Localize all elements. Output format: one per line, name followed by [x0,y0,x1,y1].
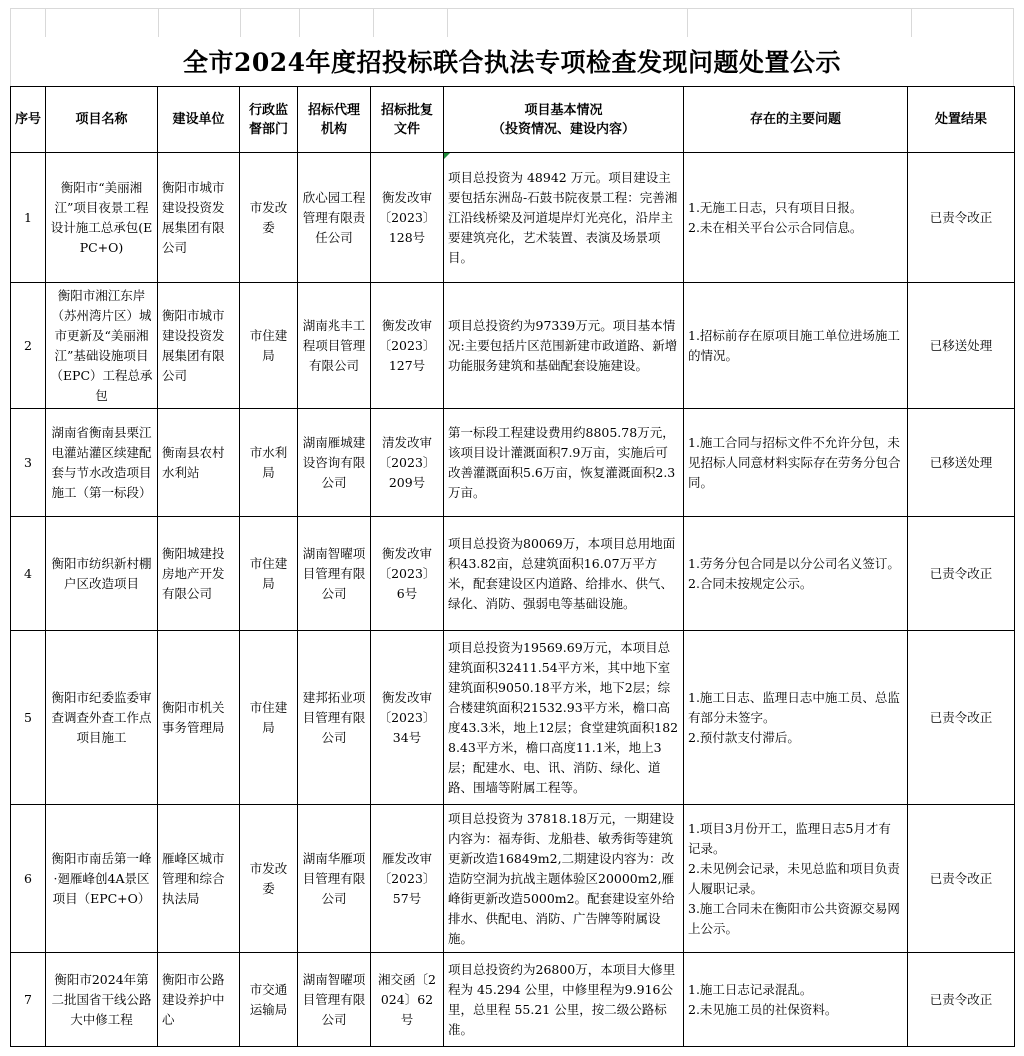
cell-seq[interactable]: 6 [11,805,46,953]
grid-cell[interactable] [10,9,46,37]
page-title: 全市2024年度招投标联合执法专项检查发现问题处置公示 [10,36,1014,86]
cell-issues[interactable] [684,153,908,283]
cell-approval[interactable]: 衡发改审〔2023〕128号 [371,153,444,283]
cell-builder[interactable]: 衡阳城建投房地产开发有限公司 [158,517,240,631]
header-project-info[interactable] [444,87,684,153]
cell-dept[interactable]: 市交通运输局 [240,953,298,1047]
cell-result[interactable]: 已责令改正 [908,631,1015,805]
grid-cell[interactable] [46,9,159,37]
table-row [11,631,1015,805]
cell-dept[interactable]: 市住建局 [240,631,298,805]
header-result[interactable]: 处置结果 [908,87,1015,153]
issue-line: 1.项目3月份开工，监理日志5月才有记录。 [688,820,891,856]
cell-dept[interactable]: 市水利局 [240,409,298,517]
cell-approval[interactable]: 雁发改审〔2023〕57号 [371,805,444,953]
cell-project-info[interactable]: 项目总投资为80069万，本项目总用地面积43.82亩，总建筑面积16.07万平方米，配套建设区内道路、给排水、供气、绿化、消防、强弱电等基础设施。 [444,517,684,631]
table-row [11,409,1015,517]
comment-marker-icon [444,153,450,159]
cell-builder[interactable]: 衡南县农村水利站 [158,409,240,517]
cell-approval[interactable]: 衡发改审〔2023〕6号 [371,517,444,631]
issue-line: 2.未在相关平台公示合同信息。 [688,219,863,235]
cell-project-info[interactable]: 项目总投资约为97339万元。项目基本情况:主要包括片区范围新建市政道路、新增功能服务建筑和基础配套设施建设。 [444,283,684,409]
cell-builder[interactable]: 衡阳市城市建设投资发展集团有限公司 [158,283,240,409]
cell-project-name[interactable]: 衡阳市纪委监委审查调查外查工作点项目施工 [46,631,158,805]
cell-agency[interactable]: 湖南兆丰工程项目管理有限公司 [298,283,371,409]
empty-grid-row [10,8,1014,37]
cell-result[interactable]: 已责令改正 [908,153,1015,283]
cell-result[interactable]: 已责令改正 [908,517,1015,631]
cell-agency[interactable]: 湖南智曜项目管理有限公司 [298,953,371,1047]
cell-project-name[interactable]: 湖南省衡南县栗江电灌站灌区续建配套与节水改造项目施工（第一标段） [46,409,158,517]
cell-issues[interactable] [684,953,908,1047]
cell-builder[interactable]: 衡阳市公路建设养护中心 [158,953,240,1047]
cell-agency[interactable]: 建邦拓业项目管理有限公司 [298,631,371,805]
header-project-name[interactable]: 项目名称 [46,87,158,153]
cell-issues[interactable] [684,805,908,953]
cell-issues[interactable] [684,409,908,517]
cell-result[interactable]: 已移送处理 [908,283,1015,409]
grid-cell[interactable] [241,9,300,37]
header-project-info-line1: 项目基本情况 [524,102,603,118]
cell-agency[interactable]: 湖南雁城建设咨询有限公司 [298,409,371,517]
cell-builder[interactable]: 衡阳市机关事务管理局 [158,631,240,805]
header-supervising-dept[interactable]: 行政监督部门 [240,87,298,153]
header-agency[interactable]: 招标代理机构 [298,87,371,153]
cell-project-info[interactable] [444,153,684,283]
cell-seq[interactable]: 1 [11,153,46,283]
grid-cell[interactable] [374,9,448,37]
cell-builder[interactable]: 雁峰区城市管理和综合执法局 [158,805,240,953]
table-row [11,805,1015,953]
table-row [11,517,1015,631]
cell-issues[interactable] [684,283,908,409]
header-approval[interactable]: 招标批复文件 [371,87,444,153]
cell-dept[interactable]: 市住建局 [240,517,298,631]
cell-approval[interactable]: 衡发改审〔2023〕34号 [371,631,444,805]
header-row [11,87,1015,153]
inspection-table [10,86,1015,1047]
header-project-info-line2: （投资情况、建设内容） [491,121,635,137]
grid-cell[interactable] [159,9,242,37]
issue-line: 1.无施工日志，只有项目日报。 [688,199,863,215]
cell-project-info[interactable]: 第一标段工程建设费用约8805.78万元，该项目设计灌溉面积7.9万亩，实施后可改善灌溉面积5.6万亩，恢复灌溉面积2.3万亩。 [444,409,684,517]
issue-line: 3.施工合同未在衡阳市公共资源交易网上公示。 [688,900,900,936]
cell-project-info[interactable]: 项目总投资为19569.69万元，本项目总建筑面积32411.54平方米，其中地下室建筑面积9050.18平方米，地下2层；综合楼建筑面积21532.93平方米，檐口高度43.3米，地上12层；食堂建筑面积1828.43平方米，檐口高度11.1米，地上3层；配建水、电、讯、消防、绿化、道路、围墙等附属工程等。 [444,631,684,805]
cell-approval[interactable]: 衡发改审〔2023〕127号 [371,283,444,409]
cell-approval[interactable]: 湘交函〔2024〕62号 [371,953,444,1047]
cell-dept[interactable]: 市发改委 [240,805,298,953]
cell-project-info-text: 项目总投资为 48942 万元。项目建设主要包括东洲岛-石鼓书院夜景工程：完善湘江沿线桥梁及河道堤岸灯光亮化，沿岸主要建筑亮化，艺术装置、表演及场景项目。 [448,169,678,265]
cell-seq[interactable]: 2 [11,283,46,409]
issue-line: 1.施工合同与招标文件不允许分包，未见招标人同意材料实际存在劳务分包合同。 [688,434,901,490]
cell-dept[interactable]: 市住建局 [240,283,298,409]
cell-project-name[interactable]: 衡阳市湘江东岸（苏州湾片区）城市更新及“美丽湘江”基础设施项目（EPC）工程总承包 [46,283,158,409]
cell-approval[interactable]: 清发改审〔2023〕209号 [371,409,444,517]
cell-seq[interactable]: 3 [11,409,46,517]
cell-project-name[interactable]: 衡阳市南岳第一峰·廻雁峰创4A景区项目（EPC+O） [46,805,158,953]
issue-line: 1.施工日志、监理日志中施工员、总监有部分未签字。 [688,689,900,725]
cell-seq[interactable]: 7 [11,953,46,1047]
cell-builder[interactable]: 衡阳市城市建设投资发展集团有限公司 [158,153,240,283]
issue-line: 2.未见例会记录，未见总监和项目负责人履职记录。 [688,860,900,896]
issue-line: 1.劳务分包合同是以分公司名义签订。 [688,555,900,571]
cell-issues[interactable] [684,517,908,631]
table-row [11,283,1015,409]
issue-line: 2.预付款支付滞后。 [688,729,800,745]
header-builder[interactable]: 建设单位 [158,87,240,153]
cell-dept[interactable]: 市发改委 [240,153,298,283]
issue-line: 2.合同未按规定公示。 [688,575,813,591]
cell-seq[interactable]: 4 [11,517,46,631]
table-row [11,953,1015,1047]
cell-project-info[interactable]: 项目总投资为 37818.18万元，一期建设内容为：福寿街、龙船巷、敏秀街等建筑更新改造16849m2,二期建设内容为：改造防空洞为抗战主题体验区20000m2,雁峰街更新改造5000m2。配套建设室外给排水、供配电、消防、广告牌等附属设施。 [444,805,684,953]
grid-cell[interactable] [448,9,688,37]
header-seq[interactable]: 序号 [11,87,46,153]
cell-agency[interactable]: 欣心园工程管理有限责任公司 [298,153,371,283]
cell-result[interactable]: 已责令改正 [908,805,1015,953]
cell-result[interactable]: 已移送处理 [908,409,1015,517]
cell-result[interactable]: 已责令改正 [908,953,1015,1047]
grid-cell[interactable] [912,9,1014,37]
issue-line: 1.施工日志记录混乱。 [688,981,813,997]
cell-project-name[interactable]: 衡阳市纺织新村棚户区改造项目 [46,517,158,631]
issue-line: 1.招标前存在原项目施工单位进场施工的情况。 [688,327,900,363]
grid-cell[interactable] [688,9,912,37]
cell-agency[interactable]: 湖南智曜项目管理有限公司 [298,517,371,631]
issue-line: 2.未见施工员的社保资料。 [688,1001,838,1017]
grid-cell[interactable] [300,9,374,37]
table-row [11,153,1015,283]
cell-project-name[interactable]: 衡阳市2024年第二批国省干线公路大中修工程 [46,953,158,1047]
cell-issues[interactable] [684,631,908,805]
cell-project-info[interactable]: 项目总投资约为26800万，本项目大修里程为 45.294 公里，中修里程为9.916公里，总里程 55.21 公里，按二级公路标准。 [444,953,684,1047]
header-issues[interactable]: 存在的主要问题 [684,87,908,153]
cell-project-name[interactable]: 衡阳市“美丽湘江”项目夜景工程设计施工总承包(EPC+O) [46,153,158,283]
cell-seq[interactable]: 5 [11,631,46,805]
cell-agency[interactable]: 湖南华雁项目管理有限公司 [298,805,371,953]
